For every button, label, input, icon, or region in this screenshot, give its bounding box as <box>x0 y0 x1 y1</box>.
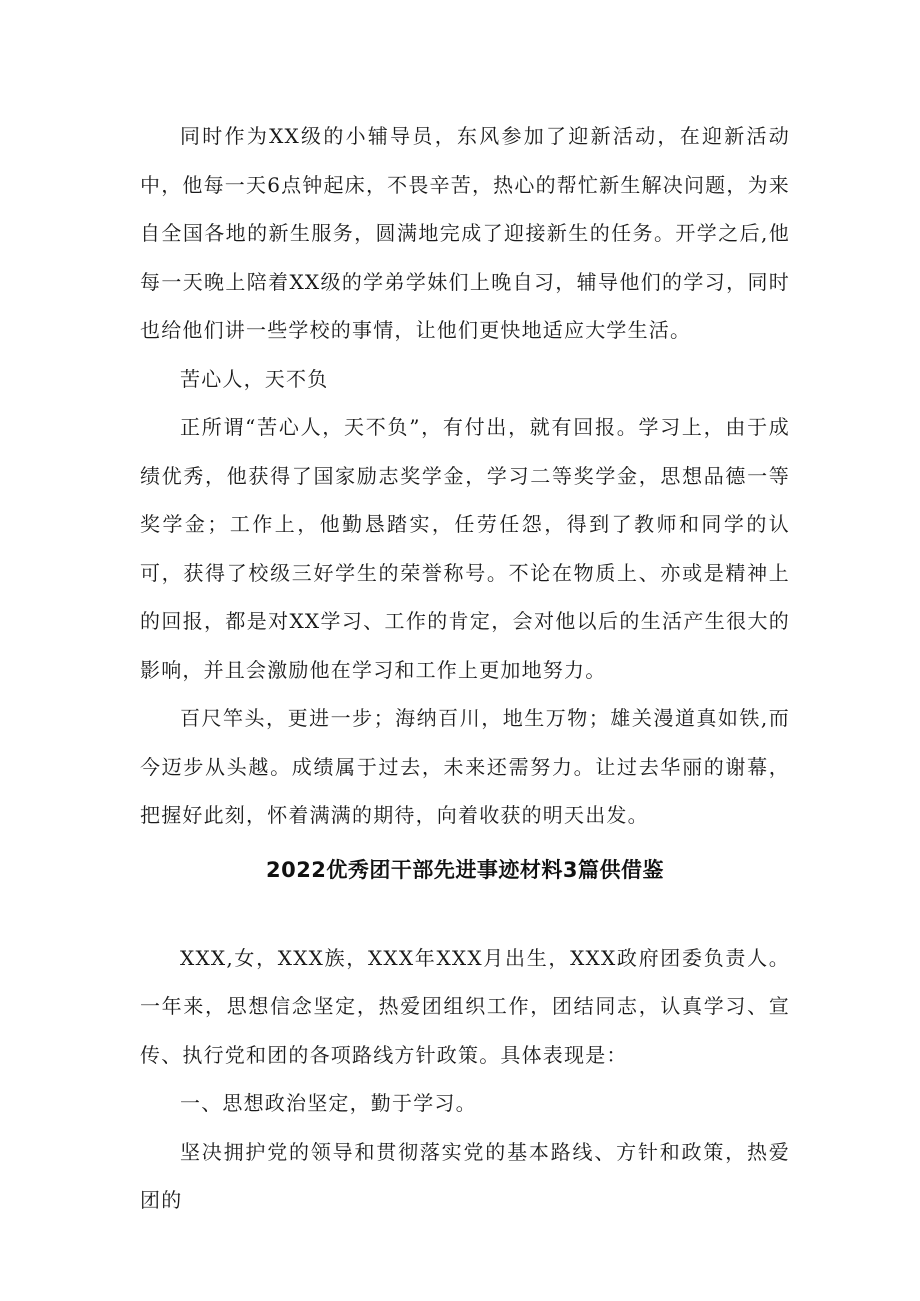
section-title: 2022优秀团干部先进事迹材料3篇供借鉴 <box>265 857 665 882</box>
paragraph-heading-political: 一、思想政治坚定，勤于学习。 <box>180 1091 477 1115</box>
paragraph-rewards: 正所谓“苦心人，天不负”，有付出，就有回报。学习上，由于成绩优秀，他获得了国家励志奖学金，学习二等奖学金，思想品德一等奖学金；工作上，他勤恳踏实，任劳任怨，得到了教师和同学的认可，获得了校级三好学生的荣誉称号。不论在物质上、亦或是精神上的回报，都是对XX学习、工作的肯定，会对他以后的生活产生很大的影响，并且会激励他在学习和工作上更加地努力。 <box>140 415 790 682</box>
paragraph-future: 百尺竿头，更进一步；海纳百川，地生万物；雄关漫道真如铁,而今迈步从头越。成绩属于过去，未来还需努力。让过去华丽的谢幕，把握好此刻，怀着满满的期待，向着收获的明天出发。 <box>140 706 790 827</box>
paragraph-subheading-hard-work: 苦心人，天不负 <box>180 366 329 391</box>
document-body <box>140 112 790 1225</box>
paragraph-party-support: 坚决拥护党的领导和贯彻落实党的基本路线、方针和政策，热爱团的 <box>140 1139 790 1212</box>
paragraph-profile: XXX,女，XXX族，XXX年XXX月出生，XXX政府团委负责人。一年来，思想信念坚定，热爱团组织工作，团结同志，认真学习、宣传、执行党和团的各项路线方针政策。具体表现是： <box>140 945 790 1067</box>
paragraph-orientation-volunteer: 同时作为XX级的小辅导员，东风参加了迎新活动，在迎新活动中，他每一天6点钟起床，不畏辛苦，热心的帮忙新生解决问题，为来自全国各地的新生服务，圆满地完成了迎接新生的任务。开学之后,他每一天晚上陪着XX级的学弟学妹们上晚自习，辅导他们的学习，同时也给他们讲一些学校的事情，让他们更快地适应大学生活。 <box>140 124 790 342</box>
